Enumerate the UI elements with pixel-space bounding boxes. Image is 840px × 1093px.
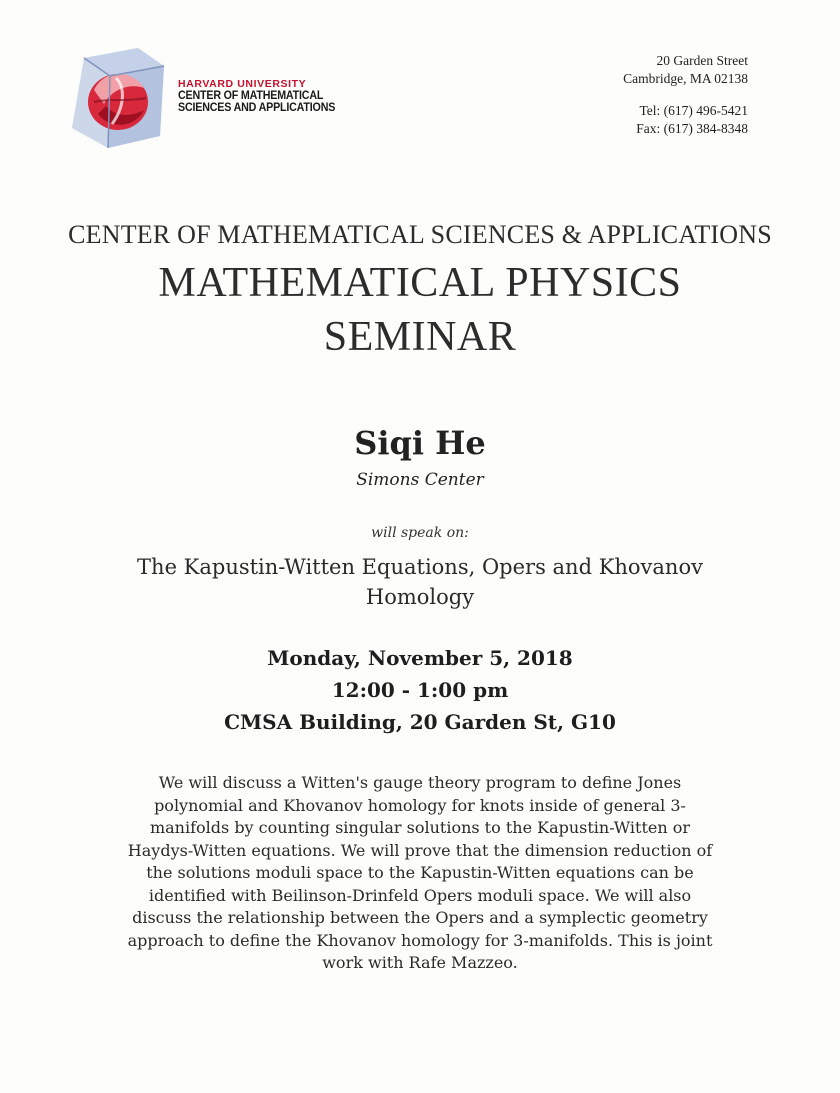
address-city: Cambridge, MA 02138 <box>623 71 748 86</box>
logo-line-center: CENTER OF MATHEMATICAL <box>178 90 324 102</box>
event-details <box>0 642 840 738</box>
address-fax: Fax: (617) 384-8348 <box>636 121 748 136</box>
logo-line-sciences: SCIENCES AND APPLICATIONS <box>178 102 336 114</box>
talk-intro: will speak on: <box>371 525 469 541</box>
speaker-name: Siqi He <box>354 424 486 462</box>
event-location: CMSA Building, 20 Garden St, G10 <box>224 710 616 734</box>
speaker-affiliation: Simons Center <box>356 470 484 490</box>
seminar-series-line2: SEMINAR <box>323 314 517 360</box>
cmsa-logo-icon <box>64 44 174 152</box>
event-date: Monday, November 5, 2018 <box>267 646 573 670</box>
talk-abstract: We will discuss a Witten's gauge theory program to define Jones polynomial and Khovanov homology for knots inside of general 3-manifolds by counting singular solutions to the Kapustin-Witten or Haydys-Witten equations. We will prove that the dimension reduction of the solutions moduli space to the Kapustin-Witten equations can be identified with Beilinson-Drinfeld Opers moduli space. We will also discuss the relationship between the Opers and a symplectic geometry approach to define the Khovanov homology for 3-manifolds. This is joint work with Rafe Mazzeo. <box>127 773 713 972</box>
center-title: CENTER OF MATHEMATICAL SCIENCES & APPLICATIONS <box>68 220 772 249</box>
logo-line-university: HARVARD UNIVERSITY <box>178 78 307 90</box>
event-time: 12:00 - 1:00 pm <box>331 678 509 702</box>
talk-title: The Kapustin-Witten Equations, Opers and Khovanov Homology <box>137 555 703 609</box>
contact-address <box>623 52 748 138</box>
seminar-series-line1: MATHEMATICAL PHYSICS <box>158 260 682 306</box>
logo-wordmark <box>178 78 347 114</box>
seminar-series-title <box>0 256 840 364</box>
address-tel: Tel: (617) 496-5421 <box>639 103 748 118</box>
address-street: 20 Garden Street <box>656 53 748 68</box>
